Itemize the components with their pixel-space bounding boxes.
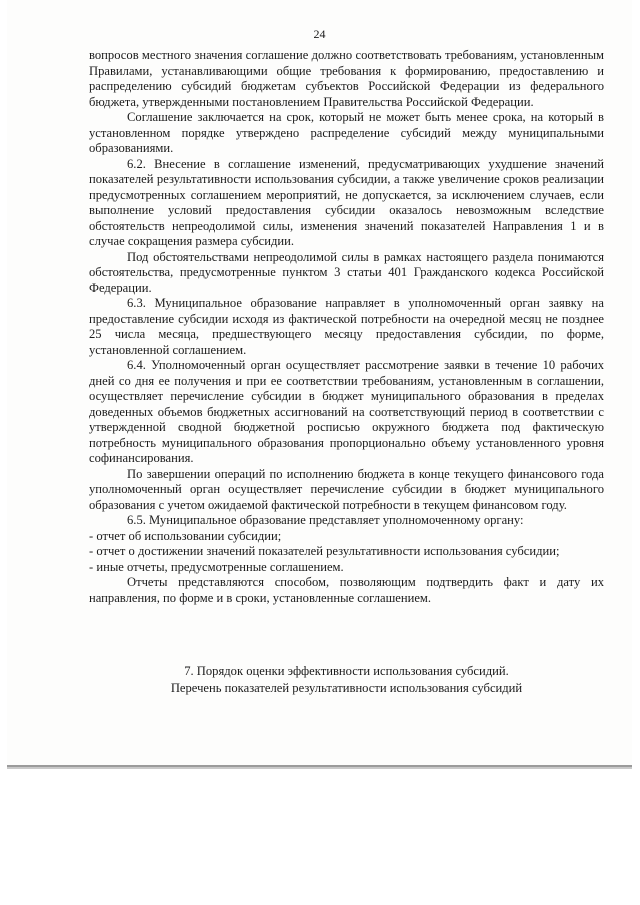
paragraph-force-majeure: Под обстоятельствами непреодолимой силы в рамках настоящего раздела понимаются обстоятельства, предусмотренные пунктом 3 статьи 401 Гражданского кодекса Российской Федерации. (89, 249, 604, 295)
paragraph-agreement-term: Соглашение заключается на срок, который не может быть менее срока, на который в установленном порядке утверждено распределение субсидий между муниципальными образованиями. (89, 110, 604, 155)
paragraph-6-4: 6.4. Уполномоченный орган осуществляет рассмотрение заявки в течение 10 рабочих дней со дня ее получения и при ее соответствии требованиям, установленным в соглашении, осуществляет перечисление субсидии в бюджет муниципального образования в пределах доведенных объемов бюджетных ассигнований на соответствующий период в соответствии с утвержденной сводной бюджетной росписью окружного бюджета под фактическую потребность муниципального образования пропорционально объему установленного уровня софинансирования. (89, 358, 604, 465)
list-item-usage-report: - отчет об использовании субсидии; (89, 528, 282, 543)
paragraph-reports-submission: Отчеты представляются способом, позволяющим подтвердить факт и дату их направления, по форме и в сроки, установленные соглашением. (89, 575, 604, 605)
section-heading-line-2: Перечень показателей результативности использования субсидий (170, 680, 523, 695)
list-item-other-reports: - иные отчеты, предусмотренные соглашением. (89, 559, 344, 574)
paragraph-6-5: 6.5. Муниципальное образование представляет уполномоченному органу: (127, 513, 524, 527)
section-heading-line-1: 7. Порядок оценки эффективности использования субсидий. (184, 664, 509, 678)
list-item-indicators-report: - отчет о достижении значений показателей результативности использования субсидии; (89, 544, 560, 558)
section-heading (89, 663, 604, 696)
body-text (89, 48, 604, 606)
paragraph-6-2: 6.2. Внесение в соглашение изменений, предусматривающих ухудшение значений показателей результативности использования субсидии, а также увеличение сроков реализации предусмотренных соглашением мероприятий, не допускается, за исключением случаев, если выполнение условий предоставления субсидии оказалось невозможным вследствие обстоятельств непреодолимой силы, изменения значений показателей Направления 1 и в случае сокращения размера субсидии. (89, 156, 604, 248)
paragraph-6-3: 6.3. Муниципальное образование направляет в уполномоченный орган заявку на предоставление субсидии исходя из фактической потребности на очередной месяц не позднее 25 числа месяца, предшествующего месяцу предоставления субсидии, по форме, установленной соглашением. (89, 296, 604, 357)
paragraph-requirements: вопросов местного значения соглашение должно соответствовать требованиям, установленным Правилами, устанавливающими общие требования к формированию, предоставлению и распределению субсидий бюджетам субъектов Российской Федерации из федерального бюджета, утвержденными постановлением Правительства Российской Федерации. (89, 48, 604, 109)
page-number: 24 (313, 27, 326, 41)
paragraph-year-end: По завершении операций по исполнению бюджета в конце текущего финансового года уполномоченный орган осуществляет перечисление субсидии в бюджет муниципального образования с учетом ожидаемой фактической потребности в текущем финансовом году. (89, 466, 604, 512)
document-page (7, 0, 632, 765)
